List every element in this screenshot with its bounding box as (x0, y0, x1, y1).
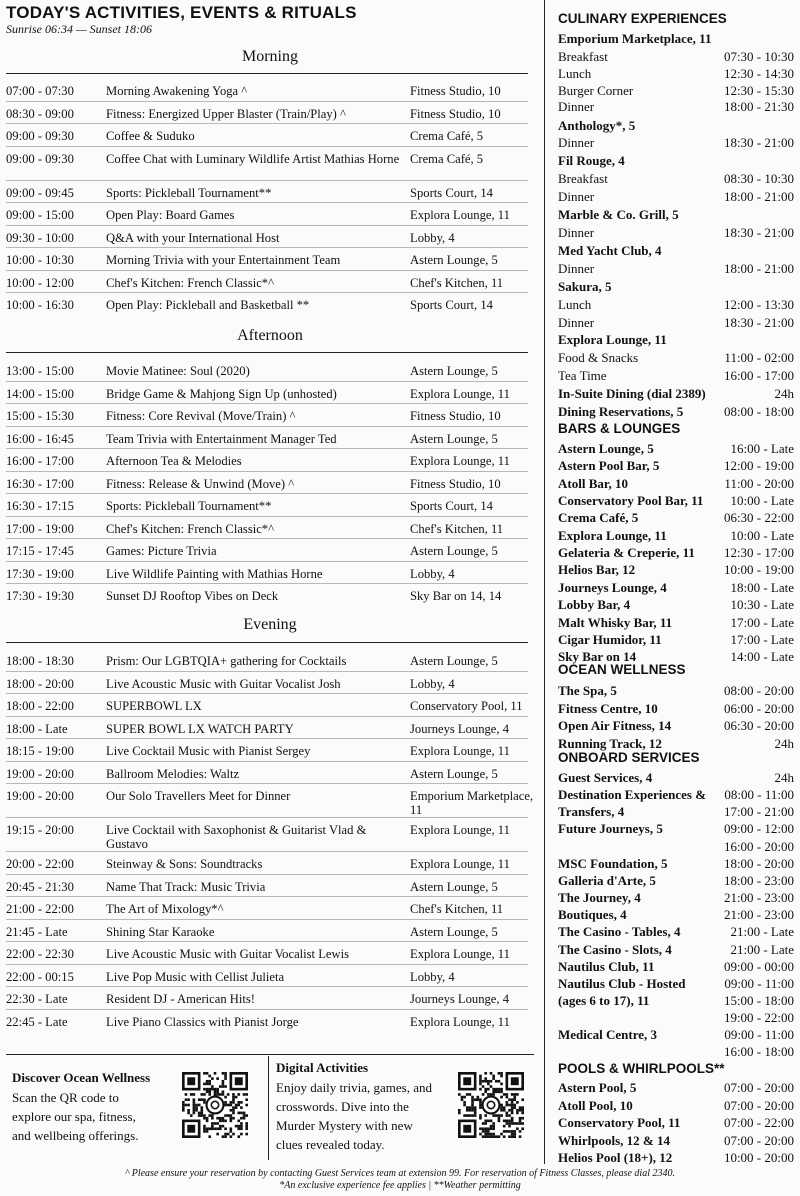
hours-row-time: 18:00 - 20:00 (723, 855, 794, 871)
event-time: 10:00 - 16:30 (6, 298, 74, 312)
hours-row-time: 12:00 - 13:30 (723, 297, 794, 312)
hours-row-name: Transfers, 4 (558, 804, 625, 820)
row-separator (6, 516, 528, 517)
hours-row-time: 09:00 - 00:00 (723, 958, 794, 974)
event-name: Live Piano Classics with Pianist Jorge (106, 1014, 299, 1029)
venue-fil-rouge: Fil Rouge, 4 (558, 153, 625, 168)
hours-row-time: 17:00 - 21:00 (723, 804, 794, 820)
event-location: Chef's Kitchen, 11 (410, 275, 504, 290)
hours-row-time: 12:30 - 15:30 (723, 82, 794, 98)
event-name: SUPERBOWL LX (106, 699, 202, 713)
event-name: Our Solo Travellers Meet for Dinner (106, 789, 291, 803)
row-separator (6, 693, 528, 694)
event-time: 19:00 - 20:00 (6, 766, 74, 781)
row-separator (6, 1009, 528, 1010)
event-name: Live Wildlife Painting with Mathias Horne (106, 566, 323, 581)
event-name: Coffee & Suduko (106, 129, 195, 143)
event-location: Lobby, 4 (410, 676, 455, 691)
hours-row-name: Malt Whisky Bar, 11 (558, 614, 673, 630)
hours-row-name: Atoll Pool, 10 (558, 1097, 633, 1113)
venue-med-yacht-club: Med Yacht Club, 4 (558, 243, 662, 258)
row-separator (6, 986, 528, 987)
hours-row-name: Astern Pool, 5 (558, 1080, 637, 1095)
hours-row-time: 10:00 - Late (730, 493, 794, 509)
hours-row-time: 21:00 - 23:00 (723, 890, 794, 906)
hours-row-time: 24h (774, 735, 794, 751)
hours-row-name: MSC Foundation, 5 (558, 855, 668, 871)
event-name: Live Pop Music with Cellist Julieta (106, 969, 285, 984)
event-name: Fitness: Core Revival (Move/Train) ^ (106, 409, 296, 423)
event-name: Team Trivia with Entertainment Manager Ted (106, 431, 337, 446)
venue-marble-grill: Marble & Co. Grill, 5 (558, 207, 679, 222)
row-separator (6, 817, 528, 818)
event-location: Crema Café, 5 (410, 151, 484, 166)
event-location: Fitness Studio, 10 (410, 106, 501, 121)
hours-row-time: 07:30 - 10:30 (723, 49, 794, 64)
hours-row-time: 09:00 - 11:00 (724, 1027, 794, 1043)
event-name: Morning Awakening Yoga ^ (106, 84, 248, 98)
hours-row-time: 16:00 - 18:00 (723, 1044, 794, 1060)
event-time: 22:30 - Late (6, 992, 68, 1006)
hours-row-time: 17:00 - Late (730, 614, 794, 630)
hours-row-name: Dinner (558, 99, 595, 115)
row-separator (6, 783, 528, 784)
row-separator (6, 874, 528, 875)
event-location: Emporium Marketplace, 11 (410, 789, 534, 817)
hours-row-time: 06:30 - 20:00 (723, 718, 794, 733)
hours-row-time: 16:00 - Late (730, 441, 794, 456)
wellness-promo-line: explore our spa, fitness, (12, 1109, 136, 1124)
hours-row-name: Conservatory Pool, 11 (558, 1115, 681, 1130)
morning-heading: Morning (242, 48, 298, 65)
event-time: 16:00 - 17:00 (6, 454, 74, 468)
event-location: Astern Lounge, 5 (410, 766, 498, 781)
hours-row-name: Fitness Centre, 10 (558, 700, 658, 716)
hours-row-time: 07:00 - 20:00 (723, 1080, 794, 1095)
hours-row-time: 07:00 - 20:00 (723, 1132, 794, 1148)
event-name: SUPER BOWL LX WATCH PARTY (106, 721, 294, 736)
row-separator (6, 426, 528, 427)
evening-heading: Evening (243, 616, 297, 633)
hours-row-time: 18:00 - 21:00 (723, 261, 794, 276)
event-name: Live Cocktail with Saxophonist & Guitarist Vlad & Gustavo (106, 823, 367, 851)
event-time: 17:00 - 19:00 (6, 521, 74, 536)
event-time: 22:00 - 00:15 (6, 969, 74, 984)
row-separator (6, 381, 528, 382)
event-location: Lobby, 4 (410, 566, 455, 581)
hours-row-time: 19:00 - 22:00 (723, 1010, 794, 1026)
row-separator (6, 247, 528, 248)
event-location: Sports Court, 14 (410, 499, 493, 513)
hours-row-name: Destination Experiences & (558, 787, 707, 803)
row-separator (6, 225, 528, 226)
footnotes (0, 1168, 800, 1192)
hours-row-name: Dinner (558, 225, 595, 240)
event-name: Shining Star Karaoke (106, 924, 215, 939)
event-time: 13:00 - 15:00 (6, 364, 74, 378)
event-location: Explora Lounge, 11 (410, 947, 510, 961)
hours-row-name: Conservatory Pool Bar, 11 (558, 493, 704, 509)
event-time: 09:00 - 09:30 (6, 129, 74, 143)
hours-row-time: 16:00 - 20:00 (723, 838, 794, 854)
hours-row-time: 08:00 - 11:00 (724, 787, 794, 803)
hours-row-time: 08:30 - 10:30 (723, 171, 794, 186)
hours-row-name: Helios Pool (18+), 12 (558, 1150, 673, 1165)
event-name: Sports: Pickleball Tournament** (106, 499, 272, 513)
event-location: Explora Lounge, 11 (410, 454, 510, 468)
row-separator (6, 403, 528, 404)
hours-row-time: 21:00 - Late (730, 924, 794, 940)
hours-row-name: Dinner (558, 261, 595, 276)
event-time: 19:15 - 20:00 (6, 823, 74, 837)
event-location: Chef's Kitchen, 11 (410, 521, 504, 536)
row-separator (6, 538, 528, 539)
event-location: Astern Lounge, 5 (410, 879, 498, 894)
row-separator (6, 941, 528, 942)
event-location: Fitness Studio, 10 (410, 409, 501, 423)
event-time: 08:30 - 09:00 (6, 106, 74, 121)
hours-row-name: Sky Bar on 14 (558, 649, 637, 665)
event-time: 18:00 - 20:00 (6, 676, 74, 691)
digital-promo-line: crosswords. Dive into the (276, 1099, 409, 1114)
bars-heading: BARS & LOUNGES (558, 421, 681, 436)
event-time: 18:00 - 22:00 (6, 699, 74, 713)
event-time: 07:00 - 07:30 (6, 84, 74, 98)
venue-emporium: Emporium Marketplace, 11 (558, 31, 712, 46)
event-time: 18:00 - Late (6, 721, 68, 736)
venue-explora-lounge: Explora Lounge, 11 (558, 332, 667, 347)
event-time: 14:00 - 15:00 (6, 386, 74, 401)
promo-divider (6, 1054, 534, 1055)
hours-row-time: 18:00 - 21:00 (723, 188, 794, 204)
event-location: Astern Lounge, 5 (410, 431, 498, 446)
event-name: Bridge Game & Mahjong Sign Up (unhosted) (106, 386, 337, 401)
row-separator (6, 761, 528, 762)
event-location: Chef's Kitchen, 11 (410, 902, 504, 916)
hours-row-time: 21:00 - 23:00 (723, 907, 794, 923)
event-name: Live Acoustic Music with Guitar Vocalist Lewis (106, 947, 349, 961)
afternoon-heading: Afternoon (237, 327, 303, 344)
event-location: Journeys Lounge, 4 (410, 992, 509, 1006)
event-location: Fitness Studio, 10 (410, 84, 501, 98)
digital-qr-code-icon[interactable] (458, 1072, 524, 1138)
row-separator (6, 493, 528, 494)
event-name: Games: Picture Trivia (106, 544, 217, 558)
event-time: 18:15 - 19:00 (6, 744, 74, 758)
hours-row-name: Guest Services, 4 (558, 770, 653, 785)
row-separator (6, 101, 528, 102)
hours-row-name: Breakfast (558, 171, 608, 186)
event-name: Fitness: Energized Upper Blaster (Train/Play) ^ (106, 106, 346, 121)
hours-row-time: 10:30 - Late (730, 597, 794, 613)
hours-row-time: 18:00 - Late (730, 579, 794, 595)
event-name: Afternoon Tea & Melodies (106, 454, 242, 468)
event-location: Explora Lounge, 11 (410, 744, 510, 758)
event-time: 15:00 - 15:30 (6, 409, 74, 423)
row-separator (6, 270, 528, 271)
event-name: Morning Trivia with your Entertainment Team (106, 253, 341, 267)
hours-row-time: 07:00 - 22:00 (723, 1115, 794, 1130)
afternoon-divider (6, 352, 528, 353)
digital-promo-line: Murder Mystery with new (276, 1118, 413, 1133)
page-title: TODAY'S ACTIVITIES, EVENTS & RITUALS (6, 3, 357, 22)
hours-row-time: 10:00 - Late (730, 527, 794, 543)
hours-row-name: Lobby Bar, 4 (558, 597, 631, 613)
hours-row-time: 14:00 - Late (730, 649, 794, 665)
digital-promo-title: Digital Activities (276, 1060, 369, 1075)
row-separator (6, 202, 528, 203)
event-time: 16:00 - 16:45 (6, 431, 74, 446)
promo-column-divider (268, 1056, 269, 1160)
pools-heading: POOLS & WHIRLPOOLS** (558, 1061, 725, 1076)
row-separator (6, 146, 528, 147)
footnote-fees: *An exclusive experience fee applies | **Weather permitting (279, 1180, 521, 1191)
event-name: Fitness: Release & Unwind (Move) ^ (106, 476, 295, 491)
hours-row-name: Nautilus Club, 11 (558, 958, 655, 974)
hours-row-time: 09:00 - 11:00 (724, 975, 794, 991)
venue-sakura: Sakura, 5 (558, 279, 612, 294)
event-name: Ballroom Melodies: Waltz (106, 766, 240, 781)
hours-row-name: Boutiques, 4 (558, 907, 627, 923)
hours-row-time: 11:00 - 02:00 (724, 350, 794, 365)
hours-row-name: Atoll Bar, 10 (558, 475, 628, 491)
hours-row-time: 18:00 - 21:30 (723, 99, 794, 115)
event-time: 20:45 - 21:30 (6, 879, 74, 894)
hours-row-name: Explora Lounge, 11 (558, 527, 667, 543)
event-location: Explora Lounge, 11 (410, 857, 510, 871)
event-time: 10:00 - 10:30 (6, 253, 74, 267)
event-name: Sunset DJ Rooftop Vibes on Deck (106, 589, 279, 603)
event-location: Astern Lounge, 5 (410, 544, 498, 558)
morning-divider (6, 73, 528, 74)
hours-row-time: 18:00 - 23:00 (723, 872, 794, 888)
event-time: 18:00 - 18:30 (6, 654, 74, 668)
event-location: Astern Lounge, 5 (410, 364, 498, 378)
event-name: Name That Track: Music Trivia (106, 879, 266, 894)
wellness-qr-code-icon[interactable] (182, 1072, 248, 1138)
event-time: 17:30 - 19:30 (6, 589, 74, 603)
event-location: Fitness Studio, 10 (410, 476, 501, 491)
row-separator (6, 896, 528, 897)
event-name: Open Play: Board Games (106, 208, 235, 222)
services-column (550, 0, 800, 1164)
hours-row-time: 12:00 - 19:00 (723, 458, 794, 474)
event-name: Open Play: Pickleball and Basketball ** (106, 298, 310, 312)
sunrise-sunset: Sunrise 06:34 — Sunset 18:06 (6, 22, 152, 36)
event-time: 10:00 - 12:00 (6, 275, 74, 290)
hours-row-time: 18:30 - 21:00 (723, 135, 794, 150)
event-time: 09:00 - 15:00 (6, 208, 74, 222)
row-separator (6, 448, 528, 449)
hours-row-name: Nautilus Club - Hosted (558, 975, 686, 991)
event-name: Coffee Chat with Luminary Wildlife Artist Mathias Horne (106, 151, 400, 166)
row-separator (6, 180, 528, 181)
event-name: Live Cocktail Music with Pianist Sergey (106, 744, 311, 758)
row-separator (6, 123, 528, 124)
hours-row-name: Astern Pool Bar, 5 (558, 458, 660, 474)
event-time: 09:00 - 09:45 (6, 185, 74, 200)
hours-row-time: 12:30 - 17:00 (723, 545, 794, 561)
hours-row-name: Crema Café, 5 (558, 510, 639, 526)
hours-row-name: Whirlpools, 12 & 14 (558, 1132, 670, 1148)
digital-promo-line: Enjoy daily trivia, games, and (276, 1080, 432, 1095)
hours-row-name: Tea Time (558, 367, 607, 383)
row-separator (6, 851, 528, 852)
hours-row-name: Gelateria & Creperie, 11 (558, 545, 695, 561)
hours-row-name: Running Track, 12 (558, 735, 662, 751)
hours-row-name: Dining Reservations, 5 (558, 403, 684, 419)
event-time: 17:30 - 19:00 (6, 566, 74, 581)
event-location: Explora Lounge, 11 (410, 823, 510, 837)
event-location: Astern Lounge, 5 (410, 253, 498, 267)
event-location: Sky Bar on 14, 14 (410, 589, 502, 603)
event-name: Q&A with your International Host (106, 230, 280, 245)
event-time: 17:15 - 17:45 (6, 544, 74, 558)
event-time: 21:45 - Late (6, 924, 68, 939)
event-location: Journeys Lounge, 4 (410, 721, 509, 736)
services-heading: ONBOARD SERVICES (558, 750, 700, 765)
hours-row-name: Open Air Fitness, 14 (558, 718, 672, 733)
event-time: 09:30 - 10:00 (6, 230, 74, 245)
row-separator (6, 738, 528, 739)
hours-row-time: 08:00 - 18:00 (723, 403, 794, 419)
event-time: 22:00 - 22:30 (6, 947, 74, 961)
hours-row-time: 10:00 - 20:00 (723, 1150, 794, 1165)
column-divider (544, 0, 545, 1164)
event-name: Prism: Our LGBTQIA+ gathering for Cocktails (106, 654, 347, 668)
hours-row-time: 18:30 - 21:00 (723, 225, 794, 240)
wellness-promo-line: and wellbeing offerings. (12, 1128, 139, 1143)
event-name: Steinway & Sons: Soundtracks (106, 857, 263, 871)
hours-row-name: Journeys Lounge, 4 (558, 579, 667, 595)
hours-row-name: Lunch (558, 65, 592, 81)
event-name: Resident DJ - American Hits! (106, 992, 255, 1006)
event-time: 21:00 - 22:00 (6, 902, 74, 916)
event-location: Explora Lounge, 11 (410, 386, 510, 401)
row-separator (6, 471, 528, 472)
hours-row-time: 18:30 - 21:00 (723, 314, 794, 330)
culinary-heading: CULINARY EXPERIENCES (558, 11, 727, 26)
event-location: Astern Lounge, 5 (410, 654, 498, 668)
hours-row-time: 06:30 - 22:00 (723, 510, 794, 526)
hours-row-name: Dinner (558, 188, 595, 204)
hours-row-name: Future Journeys, 5 (558, 821, 663, 837)
row-separator (6, 919, 528, 920)
hours-row-name: Dinner (558, 314, 595, 330)
hours-row-time: 24h (774, 386, 794, 401)
event-time: 19:00 - 20:00 (6, 789, 74, 803)
hours-row-name: The Journey, 4 (558, 890, 641, 906)
hours-row-time: 21:00 - Late (730, 941, 794, 957)
hours-row-name: The Casino - Slots, 4 (558, 941, 672, 957)
event-location: Sports Court, 14 (410, 298, 493, 312)
hours-row-name: Dinner (558, 135, 595, 150)
row-separator (6, 716, 528, 717)
row-separator (6, 583, 528, 584)
hours-row-name: Helios Bar, 12 (558, 562, 636, 578)
hours-row-time: 09:00 - 12:00 (723, 821, 794, 837)
event-time: 09:00 - 09:30 (6, 151, 74, 166)
wellness-promo-line: Scan the QR code to (12, 1090, 119, 1105)
event-name: The Art of Mixology*^ (106, 902, 224, 916)
event-location: Lobby, 4 (410, 230, 455, 245)
hours-row-name: In-Suite Dining (dial 2389) (558, 386, 706, 401)
digital-promo-line: clues revealed today. (276, 1137, 385, 1152)
footnote-reservation: ^ Please ensure your reservation by contacting Guest Services team at extension 99. For reservation of Fitness Classes, please dial 2340. (125, 1168, 675, 1179)
event-name: Chef's Kitchen: French Classic*^ (106, 521, 275, 536)
event-time: 16:30 - 17:15 (6, 499, 74, 513)
hours-row-name: Medical Centre, 3 (558, 1027, 658, 1043)
wellness-heading: OCEAN WELLNESS (558, 662, 686, 677)
row-separator (6, 292, 528, 293)
event-location: Sports Court, 14 (410, 185, 493, 200)
hours-row-name: Food & Snacks (558, 350, 639, 365)
hours-row-name: The Casino - Tables, 4 (558, 924, 681, 940)
event-name: Movie Matinee: Soul (2020) (106, 364, 250, 378)
event-time: 16:30 - 17:00 (6, 476, 74, 491)
row-separator (6, 671, 528, 672)
hours-row-name: Cigar Humidor, 11 (558, 631, 662, 647)
hours-row-time: 12:30 - 14:30 (723, 65, 794, 81)
hours-row-name: Galleria d'Arte, 5 (558, 872, 656, 888)
evening-divider (6, 642, 528, 643)
venue-anthology: Anthology*, 5 (558, 118, 636, 133)
event-time: 20:00 - 22:00 (6, 857, 74, 871)
event-location: Explora Lounge, 11 (410, 208, 510, 222)
event-location: Conservatory Pool, 11 (410, 699, 523, 713)
hours-row-name: Astern Lounge, 5 (558, 441, 654, 456)
hours-row-time: 17:00 - Late (730, 631, 794, 647)
event-location: Lobby, 4 (410, 969, 455, 984)
event-name: Sports: Pickleball Tournament** (106, 185, 272, 200)
row-separator (6, 561, 528, 562)
event-name: Live Acoustic Music with Guitar Vocalist Josh (106, 676, 341, 691)
hours-row-name: The Spa, 5 (558, 683, 617, 698)
event-time: 22:45 - Late (6, 1014, 68, 1029)
event-location: Explora Lounge, 11 (410, 1014, 510, 1029)
event-location: Crema Café, 5 (410, 129, 484, 143)
wellness-promo-title: Discover Ocean Wellness (12, 1070, 151, 1085)
hours-row-name: Burger Corner (558, 82, 634, 98)
hours-row-time: 10:00 - 19:00 (723, 562, 794, 578)
row-separator (6, 964, 528, 965)
hours-row-time: 24h (774, 770, 794, 785)
hours-row-name: Lunch (558, 297, 592, 312)
hours-row-time: 11:00 - 20:00 (724, 475, 794, 491)
hours-row-time: 15:00 - 18:00 (723, 992, 794, 1008)
event-location: Astern Lounge, 5 (410, 924, 498, 939)
hours-row-time: 08:00 - 20:00 (723, 683, 794, 698)
hours-row-name: (ages 6 to 17), 11 (558, 992, 650, 1008)
hours-row-time: 06:00 - 20:00 (723, 700, 794, 716)
event-name: Chef's Kitchen: French Classic*^ (106, 275, 275, 290)
hours-row-time: 16:00 - 17:00 (723, 367, 794, 383)
hours-row-time: 07:00 - 20:00 (723, 1097, 794, 1113)
hours-row-name: Breakfast (558, 49, 608, 64)
